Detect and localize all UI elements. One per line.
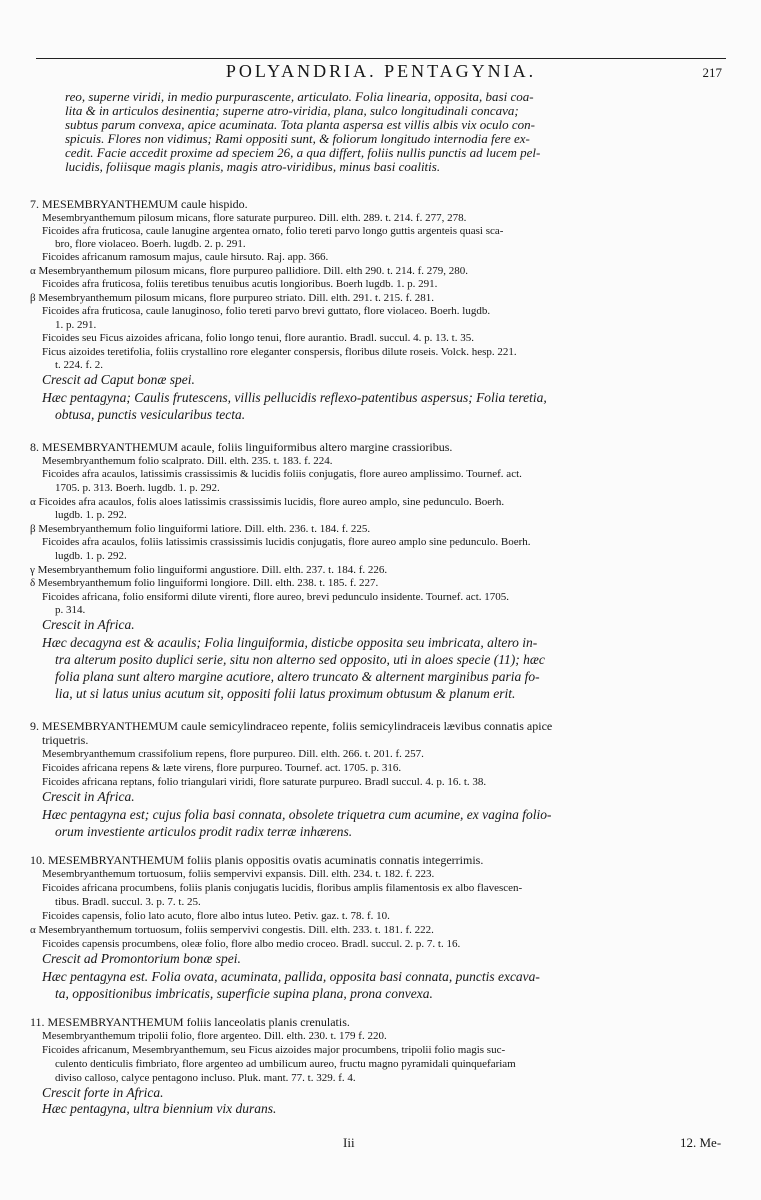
variety-line: δ Mesembryanthemum folio linguiformi longiore. Dill. elth. 238. t. 185. f. 227. (30, 577, 379, 589)
habitat-line: Crescit in Africa. (42, 789, 135, 804)
synonym-line: lugdb. 1. p. 292. (55, 509, 127, 521)
description-line: Hæc pentagyna; Caulis frutescens, villis pellucidis reflexo-patentibus aspersus; Folia teretia, (42, 390, 547, 405)
description-line: Hæc pentagyna, ultra biennium vix durans. (42, 1101, 277, 1116)
text-line: cedit. Facie accedit proxime ad speciem 26, a qua differt, foliis nullis punctis ad lucem pel- (65, 145, 541, 160)
text-line: lucidis, foliisque magis planis, magis atro-viridibus, minus basi coalitis. (65, 159, 441, 174)
description-line: ta, oppositionibus imbricatis, superficie supina plana, prona convexa. (55, 986, 433, 1001)
species-heading: 9. MESEMBRYANTHEMUM caule semicylindraceo repente, foliis semicylindraceis lævibus connatis apice (30, 719, 553, 733)
synonym-line: 1. p. 291. (55, 319, 97, 331)
habitat-line: Crescit ad Caput bonæ spei. (42, 372, 195, 387)
description-line: Hæc decagyna est & acaulis; Folia linguiformia, disticbe opposita seu imbricata, altero in- (42, 635, 538, 650)
description-line: tra alterum posito duplici serie, situ non alterno sed opposito, uti in aloes specie (11); hæc (55, 652, 545, 667)
synonym-line: culento denticulis fimbriato, flore argenteo ad umbilicum aureo, fructu magno pyramidali quinquefariam (55, 1058, 516, 1070)
synonym-line: Mesembryanthemum tortuosum, foliis sempervivi expansis. Dill. elth. 234. t. 182. f. 223. (42, 868, 435, 880)
text-line: lita & in articulos desinentia; superne atro-viridia, plana, sulco longitudinali concava; (65, 103, 519, 118)
text-line: reo, superne viridi, in medio purpurascente, articulato. Folia linearia, opposita, basi coa- (65, 89, 534, 104)
synonym-line: Ficoides afra fruticosa, caule lanuginoso, folio tereti parvo brevi guttato, flore violaceo. Boerh. lugdb. (42, 305, 491, 317)
species-heading: 8. MESEMBRYANTHEMUM acaule, foliis linguiformibus altero margine crassioribus. (30, 440, 453, 454)
habitat-line: Crescit ad Promontorium bonæ spei. (42, 951, 241, 966)
habitat-line: Crescit forte in Africa. (42, 1085, 164, 1100)
running-header (36, 58, 726, 85)
species-heading: 10. MESEMBRYANTHEMUM foliis planis oppositis ovatis acuminatis connatis integerrimis. (30, 853, 484, 867)
synonym-line: Ficoides africanum ramosum majus, caule hirsuto. Raj. app. 366. (42, 251, 329, 263)
synonym-line: Ficoides afra acaulos, latissimis crassissimis & lucidis foliis conjugatis, flore aureo amplissimo. Tournef. act. (42, 468, 522, 480)
synonym-line: Ficoides africana repens & læte virens, flore purpureo. Tournef. act. 1705. p. 316. (42, 762, 402, 774)
text-line: subtus parum convexa, apice acuminata. Tota planta aspersa est villis albis vix oculo con- (65, 117, 535, 132)
catchword: 12. Me- (680, 1135, 722, 1150)
description-line: obtusa, punctis vesicularibus tecta. (55, 407, 246, 422)
habitat-line: Crescit in Africa. (42, 617, 135, 632)
variety-line: β Mesembryanthemum pilosum micans, flore purpureo striato. Dill. elth. 291. t. 215. f. 281. (30, 292, 434, 304)
synonym-line: Ficoides afra acaulos, foliis latissimis crassissimis lucidis conjugatis, flore aureo amplo sine pedunculo. Boerh. (42, 536, 531, 548)
species-heading: 7. MESEMBRYANTHEMUM caule hispido. (30, 197, 248, 211)
synonym-line: Mesembryanthemum tripolii folio, flore argenteo. Dill. elth. 230. t. 179 f. 220. (42, 1030, 387, 1042)
text-line: spicuis. Flores non vidimus; Rami oppositi sunt, & foliorum longitudo internodia fere ex- (65, 131, 530, 146)
synonym-line: lugdb. 1. p. 292. (55, 550, 127, 562)
description-line: Hæc pentagyna est. Folia ovata, acuminata, pallida, opposita basi connata, punctis excava- (42, 969, 540, 984)
synonym-line: Ficoides afra fruticosa, caule lanugine argentea ornato, folio tereti parvo longo guttis argenteis quasi sca- (42, 225, 504, 237)
variety-line: α Mesembryanthemum tortuosum, foliis sempervivi congestis. Dill. elth. 233. t. 181. f. 222. (30, 924, 434, 936)
page-number: 217 (702, 65, 722, 80)
synonym-line: Ficoides capensis, folio lato acuto, flore albo intus luteo. Petiv. gaz. t. 78. f. 10. (42, 910, 390, 922)
synonym-line: Ficoides afra fruticosa, foliis teretibus tenuibus acutis longioribus. Boerh lugdb. 1. p. 291. (42, 278, 438, 290)
synonym-line: Ficoides capensis procumbens, oleæ folio, flore albo medio croceo. Bradl. succul. 2. p. 7. t. 16. (42, 938, 461, 950)
synonym-line: bro, flore violaceo. Boerh. lugdb. 2. p. 291. (55, 238, 246, 250)
synonym-line: Ficoides africana reptans, folio triangulari viridi, flore saturate purpureo. Bradl succul. 4. p. 16. t. 38. (42, 776, 487, 788)
synonym-line: t. 224. f. 2. (55, 359, 103, 371)
synonym-line: 1705. p. 313. Boerh. lugdb. 1. p. 292. (55, 482, 220, 494)
synonym-line: Mesembryanthemum crassifolium repens, flore purpureo. Dill. elth. 266. t. 201. f. 257. (42, 748, 424, 760)
synonym-line: Mesembryanthemum folio scalprato. Dill. elth. 235. t. 183. f. 224. (42, 455, 333, 467)
variety-line: α Mesembryanthemum pilosum micans, flore purpureo pallidiore. Dill. elth 290. t. 214. f. 279, 280. (30, 265, 469, 277)
signature-mark: Iii (343, 1135, 355, 1150)
description-line: folia plana sunt altero margine acutiore, altero truncato & alternent marginibus paria fo- (55, 669, 540, 684)
description-line: orum investiente articulos prodit radix terræ inhærens. (55, 824, 353, 839)
variety-line: β Mesembryanthemum folio linguiformi latiore. Dill. elth. 236. t. 184. f. 225. (30, 523, 371, 535)
synonym-line: Ficoides africana, folio ensiformi dilute virenti, flore aureo, brevi pedunculo insidente. Tournef. act. 1705. (42, 591, 509, 603)
synonym-line: Ficoides africana procumbens, foliis planis conjugatis lucidis, floribus amplis filamentosis ex albo flavescen- (42, 882, 523, 894)
description-line: lia, ut si latus unius acutum sit, oppositi folii latus proximum obtusum & planum erit. (55, 686, 516, 701)
species-heading: 11. MESEMBRYANTHEMUM foliis lanceolatis planis crenulatis. (30, 1015, 350, 1029)
variety-line: α Ficoides afra acaulos, folis aloes latissimis crassissimis lucidis, flore aureo amplo, sine pedunculo. Boerh. (30, 496, 505, 508)
synonym-line: diviso calloso, calyce pentagono incluso. Pluk. mant. 77. t. 329. f. 4. (55, 1072, 356, 1084)
synonym-line: Ficus aizoides teretifolia, foliis crystallino rore eleganter conspersis, floribus dilute roseis. Volck. hesp. 221. (42, 346, 517, 358)
variety-line: γ Mesembryanthemum folio linguiformi angustiore. Dill. elth. 237. t. 184. f. 226. (30, 564, 388, 576)
synonym-line: Ficoides seu Ficus aizoides africana, folio longo tenui, flore aurantio. Bradl. succul. 4. p. 13. t. 35. (42, 332, 474, 344)
synonym-line: tibus. Bradl. succul. 3. p. 7. t. 25. (55, 896, 201, 908)
synonym-line: Mesembryanthemum pilosum micans, flore saturate purpureo. Dill. elth. 289. t. 214. f. 277, 278. (42, 212, 467, 224)
synonym-line: Ficoides africanum, Mesembryanthemum, seu Ficus aizoides major procumbens, tripolii folio magis suc- (42, 1044, 506, 1056)
species-heading-cont: triquetris. (42, 733, 89, 747)
synonym-line: p. 314. (55, 604, 86, 616)
description-line: Hæc pentagyna est; cujus folia basi connata, obsolete triquetra cum acumine, ex vagina folio- (42, 807, 552, 822)
page-title: POLYANDRIA. PENTAGYNIA. (225, 61, 537, 81)
